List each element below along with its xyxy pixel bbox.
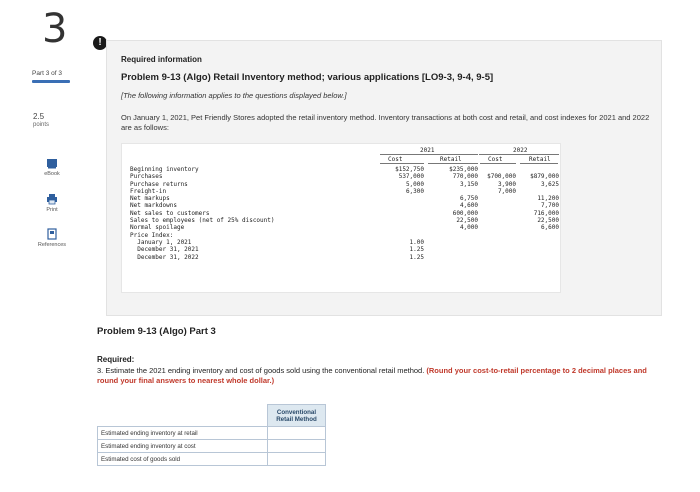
ebook-button[interactable]	[34, 158, 70, 177]
ebook-label: eBook	[44, 171, 60, 177]
alert-icon: !	[93, 36, 107, 50]
problem-title: Problem 9-13 (Algo) Retail Inventory method; various applications [LO9-3, 9-4, 9-5]	[121, 72, 494, 83]
inventory-data-table	[121, 143, 561, 293]
answer-table	[97, 404, 326, 466]
underline-retail-2022	[520, 163, 558, 164]
required-information-panel	[106, 40, 662, 316]
header-rule-2022	[479, 154, 559, 155]
intro-text: On January 1, 2021, Pet Friendly Stores adopted the retail inventory method. Inventory transactions at both cost and retail, and cost indexes for 2021 and 2022 are as follows:	[121, 113, 650, 132]
cost-2022-column: $700,000 3,900 7,000	[487, 173, 516, 195]
ending-inventory-cost-label: Estimated ending inventory at cost	[98, 440, 268, 453]
cost-2021-column: $152,750 537,000 5,000 6,300 1.00 1.25 1.25	[395, 166, 424, 261]
part-progress-bar	[32, 80, 70, 83]
references-button[interactable]	[34, 228, 70, 248]
cost-of-goods-sold-cell	[268, 453, 326, 466]
print-label: Print	[46, 207, 58, 213]
print-button[interactable]	[34, 193, 70, 213]
table-row	[98, 440, 326, 453]
underline-cost-2022	[480, 163, 516, 164]
references-label: References	[37, 242, 67, 248]
answer-table-corner	[98, 405, 268, 427]
cost-of-goods-sold-input[interactable]	[271, 454, 322, 464]
points-label: points	[33, 122, 50, 128]
cost-2022-header: Cost	[488, 156, 503, 163]
conventional-retail-method-header: Conventional Retail Method	[268, 405, 326, 427]
info-heading: Required information	[121, 55, 202, 64]
retail-2021-header: Retail	[440, 156, 462, 163]
cost-of-goods-sold-label: Estimated cost of goods sold	[98, 453, 268, 466]
header-rule-2021	[380, 154, 478, 155]
left-rail	[0, 0, 80, 492]
required-text	[97, 366, 657, 386]
ending-inventory-cost-input[interactable]	[271, 441, 322, 451]
retail-2022-column: $879,000 3,625 11,200 7,700 716,000 22,500 6,600	[530, 173, 559, 232]
year-2022-header: 2022	[513, 147, 528, 154]
applies-note: [The following information applies to the questions displayed below.]	[121, 91, 347, 100]
underline-cost-2021	[380, 163, 424, 164]
ending-inventory-cost-cell	[268, 440, 326, 453]
question-number: 3	[42, 6, 68, 52]
references-icon	[46, 228, 58, 240]
required-label: Required:	[97, 355, 135, 364]
points-value: 2.5	[33, 112, 45, 121]
table-row	[98, 453, 326, 466]
required-instruction: 3. Estimate the 2021 ending inventory and cost of goods sold using the conventional retail method.	[97, 366, 425, 375]
part3-title: Problem 9-13 (Algo) Part 3	[97, 326, 216, 337]
ending-inventory-retail-input[interactable]	[271, 428, 322, 438]
retail-2022-header: Retail	[529, 156, 551, 163]
part-indicator: Part 3 of 3	[32, 70, 62, 77]
table-row	[98, 427, 326, 440]
cost-2021-header: Cost	[388, 156, 403, 163]
row-labels: Beginning inventory Purchases Purchase returns Freight-in Net markups Net markdowns Net sales to customers Sales to employees (net of 25% discount) Normal spoilage Price Index: January 1, 2021 December 31, 2021 December 31, 2022	[130, 166, 275, 261]
rounding-instruction: (Round your cost-to-retail percentage to 2 decimal places and round your final answers to nearest whole dollar.)	[97, 366, 647, 385]
ending-inventory-retail-label: Estimated ending inventory at retail	[98, 427, 268, 440]
ebook-icon	[46, 158, 58, 169]
year-2021-header: 2021	[420, 147, 435, 154]
retail-2021-column: $235,000 770,000 3,150 6,750 4,600 600,000 22,500 4,000	[449, 166, 478, 232]
underline-retail-2021	[428, 163, 478, 164]
ending-inventory-retail-cell	[268, 427, 326, 440]
print-icon	[46, 193, 58, 205]
